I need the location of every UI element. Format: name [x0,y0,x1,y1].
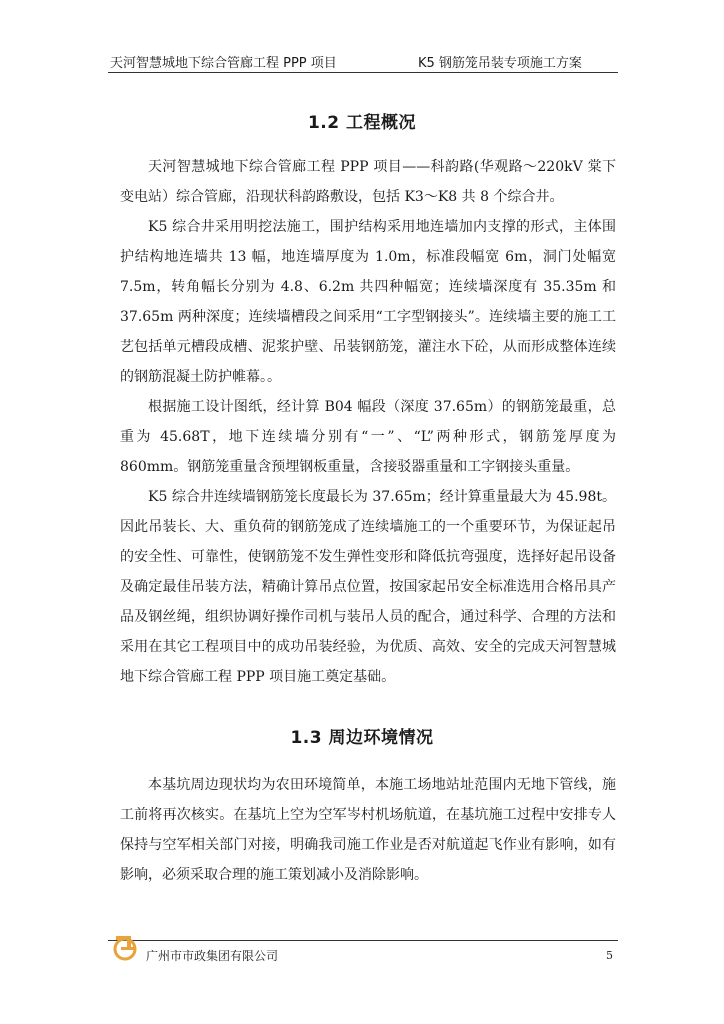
header-document-title: K5 钢筋笼吊装专项施工方案 [418,56,582,71]
paragraph-lifting-importance: K5 综合井连续墙钢筋笼长度最长为 37.65m；经计算重量最大为 45.98t。因此吊装长、大、重负荷的钢筋笼成了连续墙施工的一个重要环节，为保证起吊的安全性、可靠性，使钢筋笼不发生弹性变形和降低抗弯强度，选择好起吊设备及确定最佳吊装方法，精确计算吊点位置，按国家起吊安全标准选用合格吊具产品及钢丝绳，组织协调好操作司机与装吊人员的配合，通过科学、合理的方法和采用在其它工程项目中的成功吊装经验，为优质、高效、安全的完成天河智慧城地下综合管廊工程 PPP 项目施工奠定基础。 [120,489,616,685]
footer-company-name: 广州市市政集团有限公司 [146,949,279,963]
paragraph-cage-weight: 根据施工设计图纸，经计算 B04 幅段（深度 37.65m）的钢筋笼最重，总重为 45.68T，地下连续墙分别有“一”、“L”两种形式，钢筋笼厚度为 860mm。钢筋笼重量含预埋钢板重量，含接驳器重量和工字钢接头重量。 [120,399,616,475]
footer-divider [108,940,618,941]
company-logo-icon [112,932,142,962]
section-heading-overview: 1.2 工程概况 [307,113,417,133]
paragraph-k5-construction: K5 综合井采用明挖法施工，围护结构采用地连墙加内支撑的形式，主体围护结构地连墙共 13 幅，地连墙厚度为 1.0m，标准段幅宽 6m，洞门处幅宽 7.5m，转角幅长分别为 4.8、6.2m 共四种幅宽；连续墙深度有 35.35m 和 37.65m 两种深度；连续墙槽段之间采用“工字型钢接头”。连续墙主要的施工工艺包括单元槽段成槽、泥浆护壁、吊装钢筋笼，灌注水下砼，从而形成整体连续的钢筋混凝土防护帷幕。。 [120,219,616,385]
paragraph-project-intro: 天河智慧城地下综合管廊工程 PPP 项目——科韵路(华观路～220kV 棠下变电站）综合管廊，沿现状科韵路敷设，包括 K3～K8 共 8 个综合井。 [120,159,616,205]
page-number: 5 [606,949,613,962]
page-header [108,50,618,73]
header-project-title: 天河智慧城地下综合管廊工程 PPP 项目 [110,56,337,71]
paragraph-surroundings: 本基坑周边现状均为农田环境简单，本施工场地站址范围内无地下管线，施工前将再次核实。在基坑上空为空军岑村机场航道，在基坑施工过程中安排专人保持与空军相关部门对接，明确我司施工作业是否对航道起飞作业有影响，如有影响，必须采取合理的施工策划减小及消除影响。 [120,777,616,883]
section-heading-surroundings: 1.3 周边环境情况 [290,728,434,748]
